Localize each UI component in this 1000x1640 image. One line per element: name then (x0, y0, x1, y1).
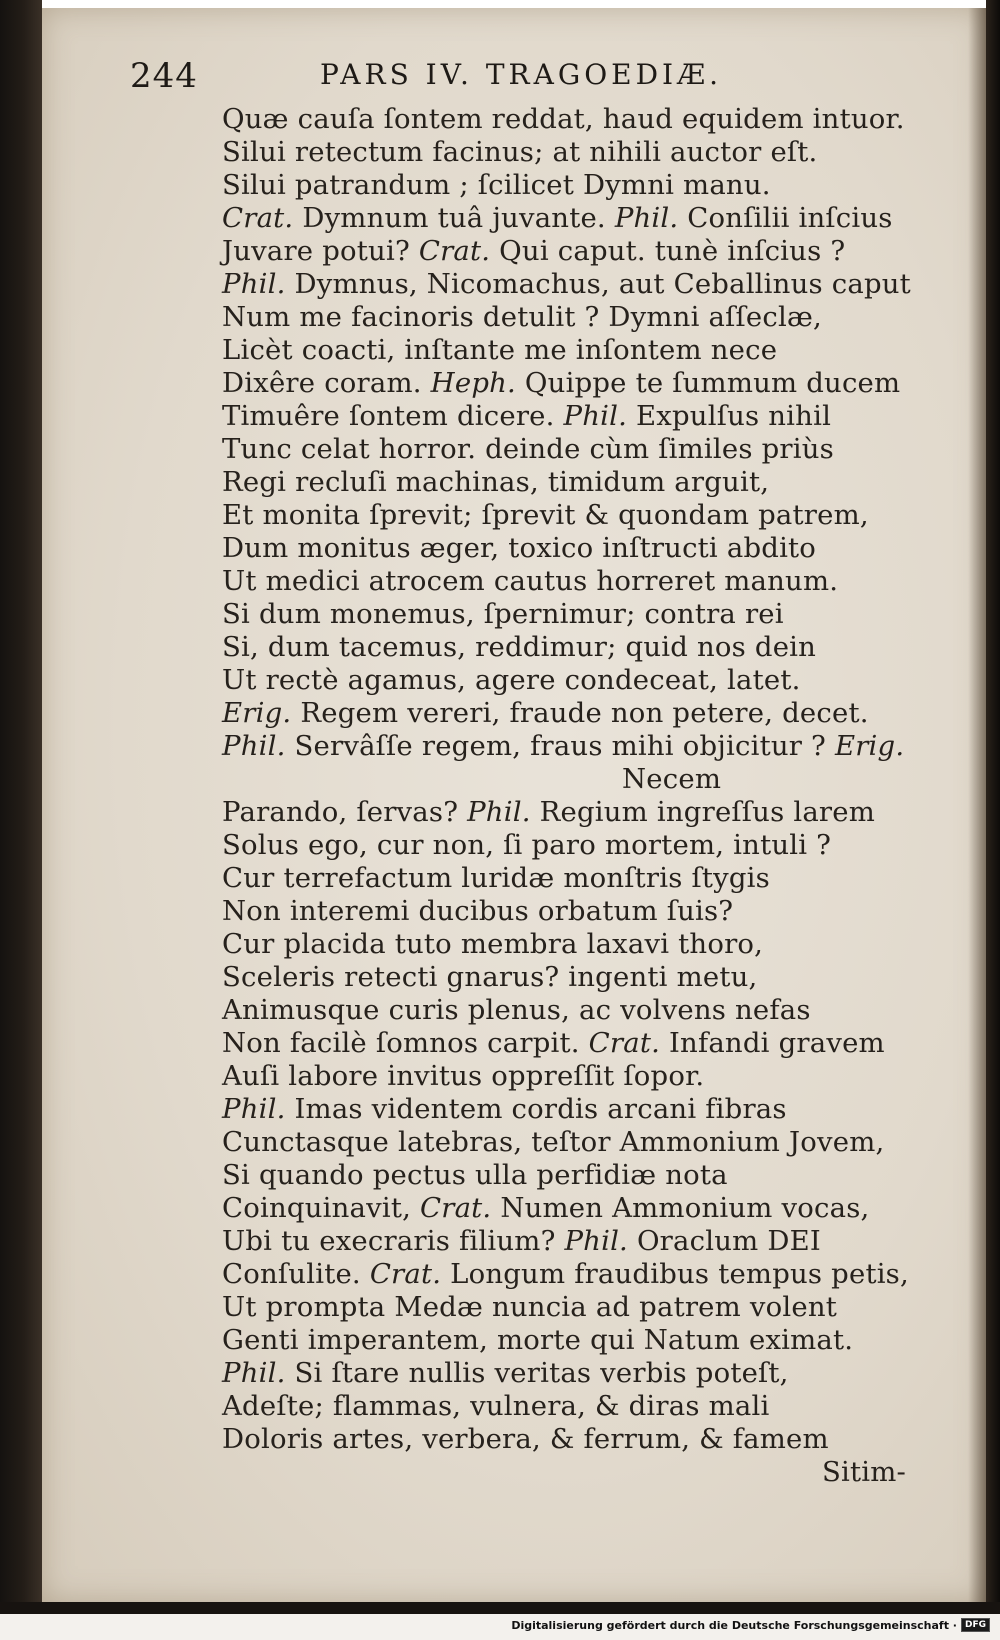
verse-line (222, 136, 942, 169)
verse-text-run: Juvare potui? (222, 235, 419, 267)
verse-line (222, 268, 942, 301)
speaker-label: Heph. (430, 367, 516, 399)
verse-line (222, 598, 942, 631)
page-number: 244 (130, 56, 198, 96)
verse-text-run: Servâſſe regem, fraus mihi objicitur ? (285, 730, 835, 762)
verse-text-run: Sitim- (822, 1456, 907, 1488)
verse-line (222, 697, 942, 730)
speaker-label: Erig. (834, 730, 905, 762)
verse-text-run: Solus ego, cur non, ſi paro mortem, intuli ? (222, 829, 832, 861)
verse-line (222, 1324, 942, 1357)
verse-line (222, 1159, 942, 1192)
verse-text-run: Sceleris retecti gnarus? ingenti metu, (222, 961, 758, 993)
verse-text-run: Coinquinavit, (222, 1192, 420, 1224)
verse-text-run: Infandi gravem (660, 1027, 885, 1059)
verse-line (222, 1423, 942, 1456)
verse-text-run: Si dum monemus, ſpernimur; contra rei (222, 598, 784, 630)
digitization-credit (511, 1618, 990, 1632)
verse-text-run: Licèt coacti, inſtante me inſontem nece (222, 334, 778, 366)
verse-line (222, 1225, 942, 1258)
verse-line (222, 499, 942, 532)
verse-line (222, 1192, 942, 1225)
verse-line (222, 433, 942, 466)
credit-text: Digitalisierung gefördert durch die Deutsche Forschungsgemeinschaft · (511, 1618, 957, 1632)
verse-text-run: Imas videntem cordis arcani fibras (285, 1093, 787, 1125)
verse-text-run: Cunctasque latebras, teſtor Ammonium Jovem, (222, 1126, 885, 1158)
verse-line (222, 532, 942, 565)
verse-text-run: Non facilè ſomnos carpit. (222, 1027, 589, 1059)
verse-text-run: Ubi tu execraris filium? (222, 1225, 565, 1257)
verse-text-run: Silui patrandum ; ſcilicet Dymni manu. (222, 169, 771, 201)
verse-text-run: Conſilii inſcius (678, 202, 893, 234)
verse-line (222, 829, 942, 862)
verse-text (222, 103, 942, 1489)
speaker-label: Phil. (222, 730, 286, 762)
verse-text-run: Genti imperantem, morte qui Natum eximat. (222, 1324, 854, 1356)
verse-text-run: Num me facinoris detulit ? Dymni aſſeclæ, (222, 301, 822, 333)
verse-line (222, 1093, 942, 1126)
verse-line (222, 862, 942, 895)
verse-line (222, 1456, 942, 1489)
verse-text-run: Timuêre ſontem dicere. (222, 400, 564, 432)
verse-text-run: Qui caput. tunè inſcius ? (490, 235, 846, 267)
verse-line (222, 202, 942, 235)
verse-line (222, 1126, 942, 1159)
verse-text-run: Regem vereri, fraude non petere, decet. (291, 697, 869, 729)
scan-border-bottom (0, 1602, 1000, 1614)
verse-line (222, 928, 942, 961)
speaker-label: Phil. (563, 400, 628, 432)
verse-text-run: Quæ cauſa ſontem reddat, haud equidem intuor. (222, 103, 905, 135)
page-header (130, 56, 790, 106)
verse-line (222, 103, 942, 136)
verse-text-run: Si ſtare nullis veritas verbis poteſt, (285, 1357, 789, 1389)
speaker-label: Crat. (222, 202, 294, 234)
verse-line (222, 334, 942, 367)
verse-text-run: Ut rectè agamus, agere condeceat, latet. (222, 664, 801, 696)
verse-text-run: Dum monitus æger, toxico inſtructi abdito (222, 532, 817, 564)
running-head: PARS IV. TRAGOEDIÆ. (320, 58, 723, 91)
speaker-label: Phil. (614, 202, 679, 234)
verse-text-run: Tunc celat horror. deinde cùm ſimiles priùs (222, 433, 834, 465)
verse-text-run: Et monita ſprevit; ſprevit & quondam patrem, (222, 499, 869, 531)
verse-text-run: Longum fraudibus tempus petis, (441, 1258, 909, 1290)
verse-text-run: Animusque curis plenus, ac volvens nefas (222, 994, 811, 1026)
verse-line (222, 301, 942, 334)
verse-line (222, 1357, 942, 1390)
verse-text-run: Dymnum tuâ juvante. (293, 202, 615, 234)
dfg-logo: DFG (961, 1618, 990, 1632)
verse-text-run: Silui retectum facinus; at nihili auctor eſt. (222, 136, 818, 168)
verse-line (222, 895, 942, 928)
verse-text-run: Regium ingreſſus larem (530, 796, 876, 828)
verse-text-run: Auſi labore invitus oppreſſit ſopor. (222, 1060, 705, 1092)
speaker-label: Phil. (222, 1093, 286, 1125)
verse-line (222, 631, 942, 664)
verse-line (222, 565, 942, 598)
verse-text-run: Quippe te ſummum ducem (515, 367, 901, 399)
verse-text-run: Cur placida tuto membra laxavi thoro, (222, 928, 764, 960)
speaker-label: Crat. (369, 1258, 442, 1290)
verse-line (222, 235, 942, 268)
verse-line (222, 796, 942, 829)
verse-line (222, 763, 942, 796)
verse-line (222, 1027, 942, 1060)
verse-line (222, 400, 942, 433)
verse-text-run: Dymnus, Nicomachus, aut Ceballinus caput (285, 268, 911, 300)
verse-line (222, 994, 942, 1027)
verse-text-run: Conſulite. (222, 1258, 370, 1290)
verse-text-run: Non interemi ducibus orbatum ſuis? (222, 895, 734, 927)
verse-text-run: Regi recluſi machinas, timidum arguit, (222, 466, 770, 498)
verse-line (222, 1060, 942, 1093)
verse-text-run: Expulſus nihil (627, 400, 832, 432)
verse-line (222, 367, 942, 400)
speaker-label: Phil. (222, 268, 286, 300)
verse-line (222, 961, 942, 994)
verse-text-run: Ut medici atrocem cautus horreret manum. (222, 565, 839, 597)
speaker-label: Crat. (588, 1027, 661, 1059)
speaker-label: Phil. (467, 796, 531, 828)
speaker-label: Phil. (222, 1357, 286, 1389)
verse-line (222, 1258, 942, 1291)
verse-text-run: Numen Ammonium vocas, (491, 1192, 870, 1224)
verse-text-run: Parando, ſervas? (222, 796, 468, 828)
verse-text-run: Si, dum tacemus, reddimur; quid nos dein (222, 631, 817, 663)
verse-line (222, 664, 942, 697)
scan-border-right (986, 0, 1000, 1605)
verse-line (222, 1390, 942, 1423)
verse-text-run: Doloris artes, verbera, & ferrum, & famem (222, 1423, 829, 1455)
verse-text-run: Cur terrefactum luridæ monſtris ſtygis (222, 862, 770, 894)
verse-text-run: Necem (622, 763, 722, 795)
verse-text-run: Adeſte; flammas, vulnera, & diras mali (222, 1390, 770, 1422)
speaker-label: Crat. (420, 1192, 492, 1224)
speaker-label: Crat. (418, 235, 491, 267)
verse-line (222, 730, 942, 763)
verse-text-run: Oraclum DEI (628, 1225, 821, 1257)
speaker-label: Erig. (222, 697, 292, 729)
verse-text-run: Ut prompta Medæ nuncia ad patrem volent (222, 1291, 837, 1323)
verse-text-run: Si quando pectus ulla perfidiæ nota (222, 1159, 728, 1191)
verse-line (222, 1291, 942, 1324)
verse-text-run: Dixêre coram. (222, 367, 431, 399)
scan-border-left (0, 0, 42, 1605)
verse-line (222, 466, 942, 499)
speaker-label: Phil. (564, 1225, 628, 1257)
verse-line (222, 169, 942, 202)
gutter-shadow (968, 8, 986, 1602)
